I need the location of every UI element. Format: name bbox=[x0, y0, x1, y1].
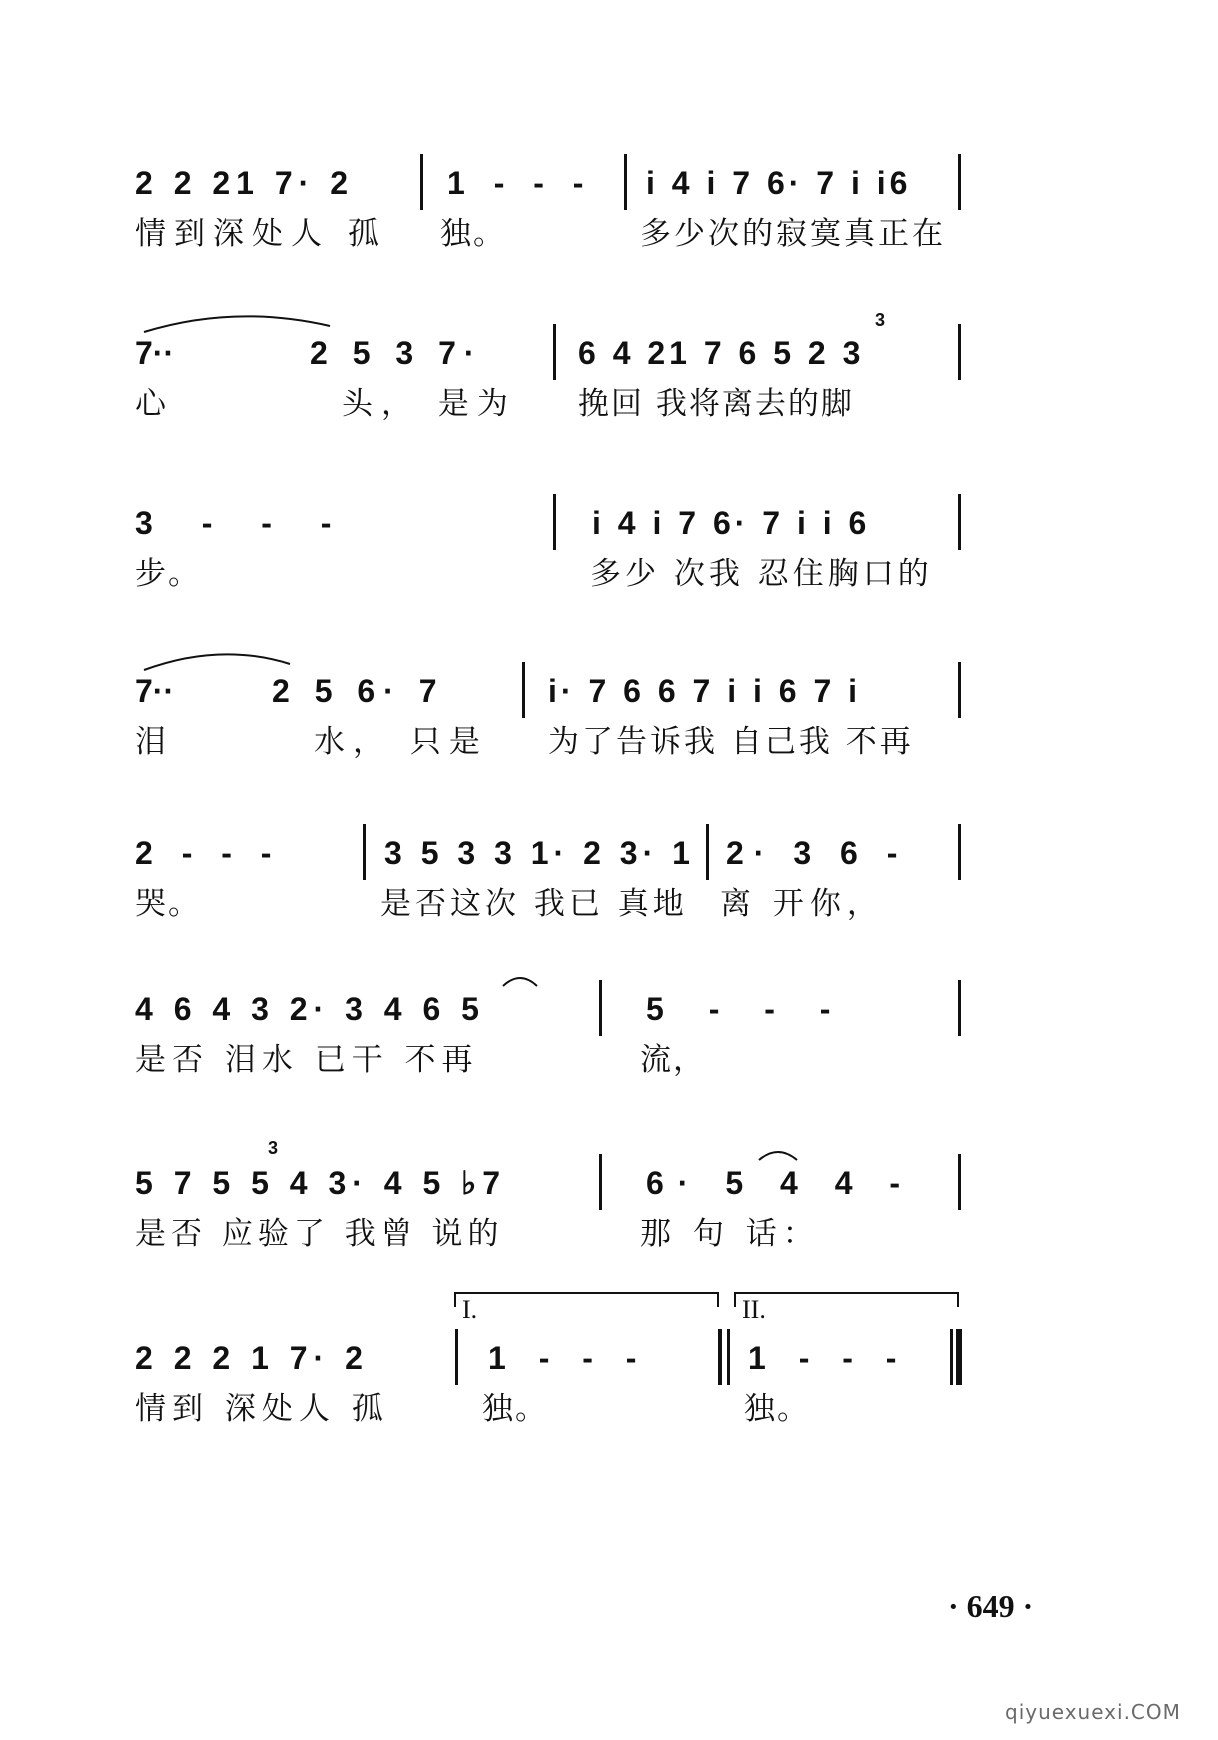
barline bbox=[958, 324, 961, 380]
lyrics-1c: 多少次的寂寞真正在 bbox=[640, 216, 946, 252]
barline bbox=[553, 494, 556, 550]
barline bbox=[363, 824, 366, 880]
volta-second-ending: II. bbox=[742, 1295, 766, 1324]
notes-2b: 2 5 3 7· bbox=[310, 335, 483, 371]
lyrics-6b: 流， bbox=[640, 1042, 706, 1078]
barline bbox=[553, 324, 556, 380]
page-number: · 649 · bbox=[948, 1588, 1034, 1624]
volta-first-ending: I. bbox=[462, 1295, 478, 1324]
barline bbox=[958, 494, 961, 550]
lyrics-1a: 情到深处人 孤 bbox=[135, 216, 387, 252]
lyrics-5c: 离 开你， bbox=[720, 886, 884, 922]
notes-5b: 3 5 3 3 1· 2 3· 1 bbox=[384, 835, 695, 871]
barline bbox=[958, 1154, 961, 1210]
system-6 bbox=[0, 986, 1218, 1126]
notes-6a: 4 6 4 3 2· 3 4 6 5 bbox=[135, 991, 485, 1027]
system-3 bbox=[0, 500, 1218, 640]
notes-8c: 1 - - - bbox=[748, 1340, 909, 1376]
barline bbox=[522, 662, 525, 718]
notes-7b: 6· 5 4 4 - bbox=[646, 1165, 915, 1201]
lyrics-2b: 头， 是为 bbox=[342, 386, 516, 422]
notes-3b: i 4 i 7 6· 7 i i 6 bbox=[592, 505, 871, 541]
notes-4b: 2 5 6· 7 bbox=[272, 673, 445, 709]
barline bbox=[599, 980, 602, 1036]
lyrics-8a: 情到 深处人 孤 bbox=[135, 1391, 389, 1427]
barline bbox=[599, 1154, 602, 1210]
lyrics-7a: 是否 应验了 我曾 说的 bbox=[135, 1216, 504, 1252]
notes-8b: 1 - - - bbox=[488, 1340, 649, 1376]
system-2 bbox=[0, 310, 1218, 470]
system-5 bbox=[0, 830, 1218, 970]
lyrics-3a: 步。 bbox=[135, 556, 201, 592]
final-barline bbox=[950, 1329, 953, 1385]
barline bbox=[958, 824, 961, 880]
notes-3a: 3 - - - bbox=[135, 505, 352, 541]
lyrics-2a: 心 bbox=[135, 386, 168, 422]
final-barline bbox=[956, 1329, 962, 1385]
lyrics-5a: 哭。 bbox=[135, 886, 201, 922]
lyrics-7b: 那 句 话： bbox=[640, 1216, 820, 1252]
notes-5a: 2 - - - bbox=[135, 835, 282, 871]
notes-6b: 5 - - - bbox=[646, 991, 849, 1027]
notes-8a: 2 2 2 1 7· 2 bbox=[135, 1340, 369, 1376]
notes-2a: 7·· bbox=[135, 335, 175, 371]
notes-1a: 2 2 21 7· 2 bbox=[135, 165, 354, 201]
watermark: qiyuexuexi.COM bbox=[1005, 1700, 1181, 1724]
lyrics-8b: 独。 bbox=[482, 1391, 548, 1427]
barline bbox=[624, 154, 627, 210]
system-7 bbox=[0, 1138, 1218, 1300]
lyrics-2c: 挽回 我将离去的脚 bbox=[578, 386, 854, 422]
lyrics-3b: 多少 次我 忍住胸口的 bbox=[590, 556, 933, 592]
notes-4a: 7·· bbox=[135, 673, 175, 709]
notes-2c: 6 4 21 7 6 5 2 3 bbox=[578, 335, 865, 371]
lyrics-5b: 是否这次 我已 真地 bbox=[380, 886, 688, 922]
system-1 bbox=[0, 160, 1218, 300]
repeat-barline bbox=[727, 1329, 730, 1385]
lyrics-1b: 独。 bbox=[440, 216, 506, 252]
system-4 bbox=[0, 668, 1218, 808]
barline bbox=[958, 662, 961, 718]
lyrics-8c: 独。 bbox=[744, 1391, 810, 1427]
repeat-barline bbox=[718, 1329, 722, 1385]
lyrics-4a: 泪 bbox=[135, 724, 168, 760]
lyrics-4c: 为了告诉我 自己我 不再 bbox=[548, 724, 914, 760]
notes-4c: i· 7 6 6 7 i i 6 7 i bbox=[548, 673, 862, 709]
notes-5c: 2· 3 6 - bbox=[726, 835, 908, 871]
triplet-mark: 3 bbox=[268, 1138, 279, 1158]
notes-1c: i 4 i 7 6· 7 i i6 bbox=[646, 165, 912, 201]
barline bbox=[420, 154, 423, 210]
triplet-mark: 3 bbox=[875, 310, 886, 330]
barline bbox=[455, 1329, 458, 1385]
barline bbox=[706, 824, 709, 880]
notes-7a: 5 7 5 5 4 3· 4 5 ♭7 bbox=[135, 1165, 507, 1201]
lyrics-6a: 是否 泪水 已干 不再 bbox=[135, 1042, 479, 1078]
barline bbox=[958, 154, 961, 210]
tie-arc bbox=[500, 972, 540, 988]
barline bbox=[958, 980, 961, 1036]
system-8 bbox=[0, 1295, 1218, 1475]
notes-1b: 1 - - - bbox=[447, 165, 594, 201]
lyrics-4b: 水， 只是 bbox=[314, 724, 488, 760]
